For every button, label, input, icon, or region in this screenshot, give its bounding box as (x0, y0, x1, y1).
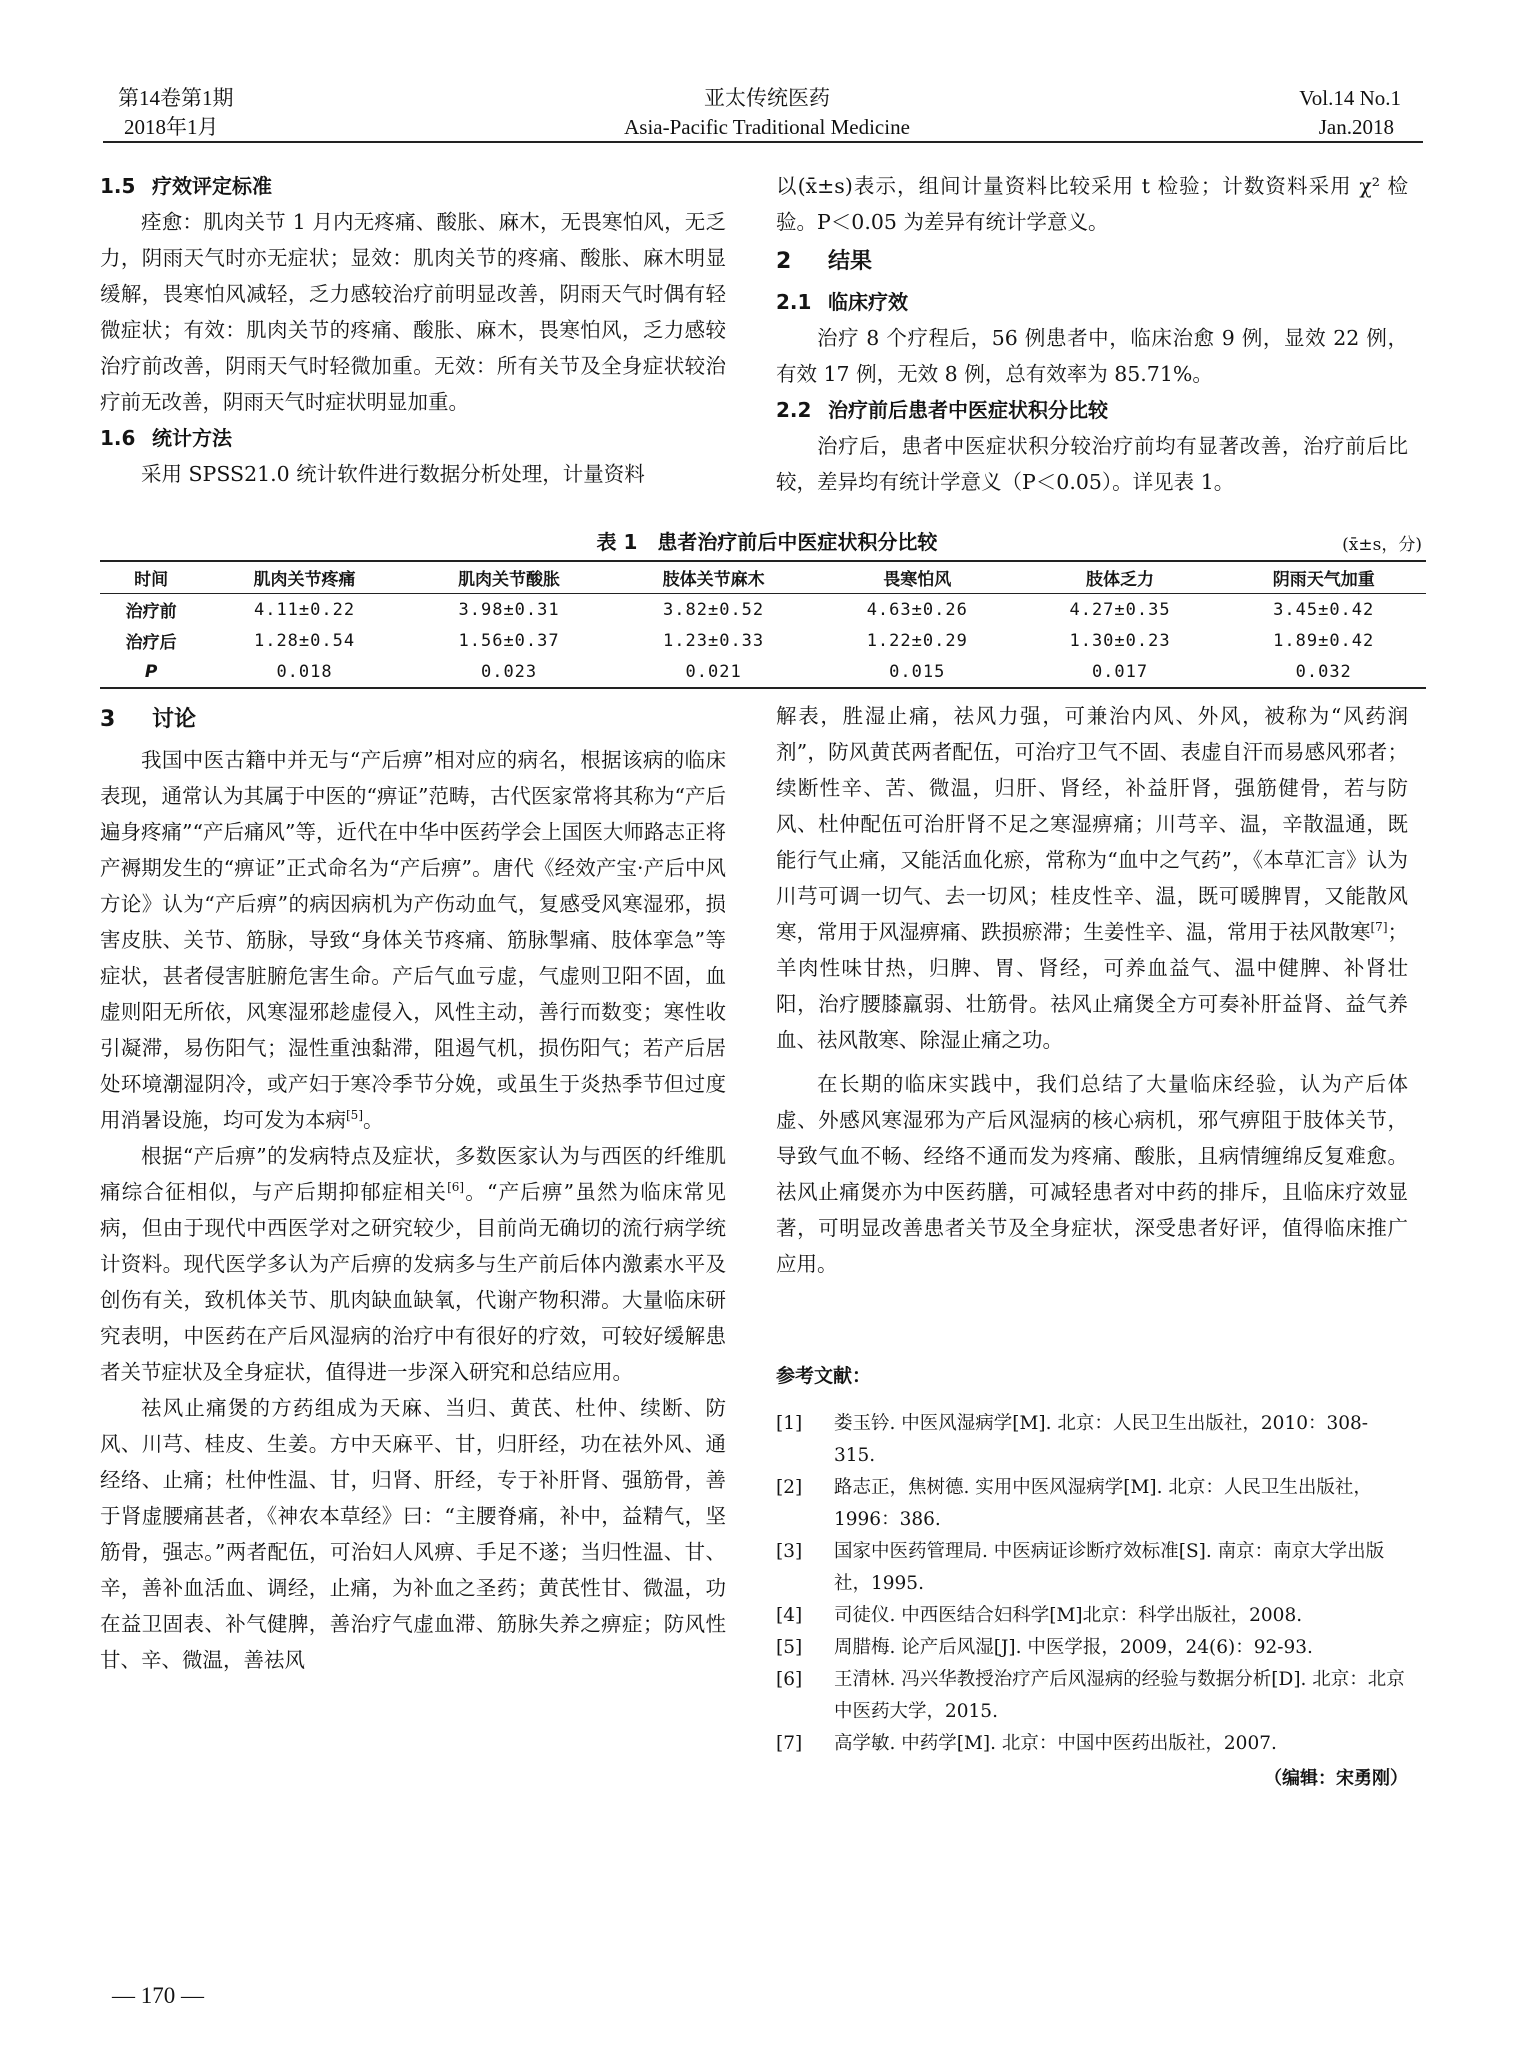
table-cell: 3.82±0.52 (663, 599, 765, 620)
reference-item: [2] 路志正，焦树德. 实用中医风湿病学[M]. 北京：人民卫生出版社，1996：386. (776, 1477, 1372, 1530)
header-volume: 第14卷第1期 (118, 86, 234, 110)
table-row (100, 656, 1426, 688)
paragraph-score-comparison: 治疗后，患者中医症状积分较治疗前均有显著改善，治疗前后比较，差异均有统计学意义（P＜0.05）。详见表 1。 (776, 434, 1408, 494)
section-heading-1-6: 1.6 统计方法 (100, 426, 232, 450)
table-cell: 4.63±0.26 (866, 599, 968, 620)
paragraph-discussion-3: 祛风止痛煲的方药组成为天麻、当归、黄芪、杜仲、续断、防风、川芎、桂皮、生姜。方中天麻平、甘，归肝经，功在祛外风、通经络、止痛；杜仲性温、甘，归肾、肝经，专于补肝肾、强筋骨，善于肾虚腰痛甚者，《神农本草经》曰：“主腰脊痛，补中，益精气，坚筋骨，强志。”两者配伍，可治妇人风痹、手足不遂；当归性温、甘、辛，善补血活血、调经，止痛，为补血之圣药；黄芪性甘、微温，功在益卫固表、补气健脾，善治疗气虚血滞、筋脉失养之痹症；防风性甘、辛、微温，善祛风 (100, 1396, 726, 1672)
table-header-cell: 畏寒怕风 (883, 570, 952, 590)
table-header-cell: 肌肉关节酸胀 (458, 570, 561, 590)
right-column-top (776, 168, 1408, 500)
table-cell: 0.017 (1091, 661, 1149, 682)
section-heading-1-5: 1.5 疗效评定标准 (100, 174, 272, 198)
reference-item: [5] 周腊梅. 论产后风湿[J]. 中医学报，2009，24(6)：92-93. (776, 1637, 1313, 1658)
table-cell: 0.021 (685, 661, 742, 682)
table-header-cell: 时间 (134, 570, 169, 590)
reference-list (776, 1408, 1408, 1760)
table-header-cell: 肢体关节麻木 (662, 570, 765, 590)
journal-title-cn: 亚太传统医药 (704, 86, 830, 110)
header-date: 2018年1月 (124, 115, 219, 139)
reference-item: [4] 司徒仪. 中西医结合妇科学[M]北京：科学出版社，2008. (776, 1605, 1303, 1626)
header-date-en: Jan.2018 (1318, 115, 1394, 139)
section-heading-2-1: 2.1 临床疗效 (776, 290, 908, 314)
reference-item: [1] 娄玉钤. 中医风湿病学[M]. 北京：人民卫生出版社，2010：308-315. (776, 1413, 1369, 1466)
table-row (100, 594, 1426, 626)
paragraph-statistics: 采用 SPSS21.0 统计软件进行数据分析处理，计量资料 (141, 462, 645, 486)
left-column-top (100, 168, 726, 492)
table-cell: 4.27±0.35 (1069, 599, 1171, 620)
paragraph-discussion-2: 根据“产后痹”的发病特点及症状，多数医家认为与西医的纤维肌痛综合征相似，与产后期抑郁症相关[6]。“产后痹”虽然为临床常见病，但由于现代中西医学对之研究较少，目前尚无确切的流行病学统计资料。现代医学多认为产后痹的发病多与生产前后体内激素水平及创伤有关，致机体关节、肌肉缺血缺氧，代谢产物积滞。大量临床研究表明，中医药在产后风湿病的治疗中有很好的疗效，可较好缓解患者关节症状及全身症状，值得进一步深入研究和总结应用。 (100, 1144, 727, 1384)
table-cell: 1.22±0.29 (866, 630, 968, 651)
header-volume-en: Vol.14 No.1 (1299, 86, 1401, 110)
table-cell: 1.23±0.33 (663, 630, 765, 651)
journal-title-en: Asia-Pacific Traditional Medicine (624, 115, 910, 139)
table-cell: 3.45±0.42 (1273, 599, 1375, 620)
table-cell: 1.89±0.42 (1273, 630, 1375, 651)
paragraph-criteria: 痊愈：肌肉关节 1 月内无疼痛、酸胀、麻木，无畏寒怕风，无乏力，阴雨天气时亦无症状；显效：肌肉关节的疼痛、酸胀、麻木明显缓解，畏寒怕风减轻，乏力感较治疗前明显改善，阴雨天气时偶有轻微症状；有效：肌肉关节的疼痛、酸胀、麻木，畏寒怕风，乏力感较治疗前改善，阴雨天气时轻微加重。无效：所有关节及全身症状较治疗前无改善，阴雨天气时症状明显加重。 (100, 210, 726, 414)
reference-item: [7] 高学敏. 中药学[M]. 北京：中国中医药出版社，2007. (776, 1733, 1277, 1754)
right-column-discussion (776, 698, 1408, 1282)
table-unit: (x̄±s，分) (1342, 535, 1422, 555)
table-cell: 3.98±0.31 (458, 599, 560, 620)
table-header-cell: 阴雨天气加重 (1272, 570, 1375, 590)
table-header-cell: 肢体乏力 (1086, 570, 1155, 590)
citation: [7] (1370, 920, 1388, 935)
references-title: 参考文献： (776, 1365, 872, 1387)
section-heading-3: 3 讨论 (100, 707, 197, 732)
table-cell: 0.023 (480, 661, 538, 682)
paragraph-discussion-4: 在长期的临床实践中，我们总结了大量临床经验，认为产后体虚、外感风寒湿邪为产后风湿病的核心病机，邪气痹阻于肢体关节，导致气血不畅、经络不通而发为疼痛、酸胀，且病情缠绵反复难愈。祛风止痛煲亦为中医药膳，可减轻患者对中药的排斥，且临床疗效显著，可明显改善患者关节及全身症状，深受患者好评，值得临床推广应用。 (776, 1072, 1408, 1276)
page-number: — 170 — (112, 1983, 204, 2008)
symptom-score-table (100, 560, 1426, 689)
table-cell: 0.015 (889, 661, 946, 682)
table-cell: 1.56±0.37 (458, 630, 560, 651)
paragraph-discussion-1: 我国中医古籍中并无与“产后痹”相对应的病名，根据该病的临床表现，通常认为其属于中医的“痹证”范畴，古代医家常将其称为“产后遍身疼痛”“产后痛风”等，近代在中华中医药学会上国医大师路志正将产褥期发生的“痹证”正式命名为“产后痹”。唐代《经效产宝·产后中风方论》认为“产后痹”的病因病机为产伤动血气，复感受风寒湿邪，损害皮肤、关节、筋脉，导致“身体关节疼痛、筋脉掣痛、肢体挛急”等症状，甚者侵害脏腑危害生命。产后气血亏虚，气虚则卫阳不固，血虚则阳无所依，风寒湿邪趁虚侵入，风性主动，善行而数变；寒性收引凝滞，易伤阳气；湿性重浊黏滞，阻遏气机，损伤阳气；若产后居处环境潮湿阴冷，或产妇于寒冷季节分娩，或虽生于炎热季节但过度用消暑设施，均可发为本病[5]。 (100, 748, 726, 1132)
table-row (100, 625, 1426, 656)
reference-item: [6] 王清林. 冯兴华教授治疗产后风湿病的经验与数据分析[D]. 北京：北京中医药大学，2015. (776, 1669, 1405, 1722)
header-rule (103, 141, 1423, 143)
section-heading-2: 2 结果 (776, 249, 873, 274)
citation: [6] (447, 1180, 465, 1195)
paragraph-discussion-3-cont: 解表，胜湿止痛，祛风力强，可兼治内风、外风，被称为“风药润剂”，防风黄芪两者配伍，可治疗卫气不固、表虚自汗而易感风邪者；续断性辛、苦、微温，归肝、肾经，补益肝肾，强筋健骨，若与防风、杜仲配伍可治肝肾不足之寒湿痹痛；川芎辛、温，辛散温通，既能行气止痛，又能活血化瘀，常称为“血中之气药”，《本草汇言》认为川芎可调一切气、去一切风；桂皮性辛、温，既可暖脾胃，又能散风寒，常用于风湿痹痛、跌损瘀滞；生姜性辛、温，常用于祛风散寒[7]；羊肉性味甘热，归脾、胃、肾经，可养血益气、温中健脾、补肾壮阳，治疗腰膝羸弱、壮筋骨。祛风止痛煲全方可奏补肝益肾、益气养血、祛风散寒、除湿止痛之功。 (776, 704, 1408, 1052)
references-section (776, 1358, 1408, 1794)
table-cell: 1.30±0.23 (1069, 630, 1171, 651)
paragraph-statistics-cont: 以(x̄±s)表示，组间计量资料比较采用 t 检验；计数资料采用 χ² 检验。P＜0.05 为差异有统计学意义。 (776, 174, 1408, 234)
table-cell: 4.11±0.22 (253, 599, 356, 620)
table-cell: 0.018 (276, 661, 333, 682)
left-column-discussion (100, 698, 726, 1678)
table-row-label: P (144, 661, 158, 682)
table-caption: 表 1 患者治疗前后中医症状积分比较 (596, 530, 938, 554)
table-cell: 1.28±0.54 (253, 630, 356, 651)
editor-note: （编辑：宋勇刚） (1264, 1768, 1408, 1789)
paragraph-efficacy: 治疗 8 个疗程后，56 例患者中，临床治愈 9 例，显效 22 例，有效 17 例，无效 8 例，总有效率为 85.71%。 (776, 326, 1408, 386)
table-cell: 0.032 (1295, 661, 1352, 682)
reference-item: [3] 国家中医药管理局. 中医病证诊断疗效标准[S]. 南京：南京大学出版社，1995. (776, 1541, 1385, 1594)
table-header-row (100, 561, 1426, 594)
section-heading-2-2: 2.2 治疗前后患者中医症状积分比较 (776, 398, 1108, 422)
citation: [5] (346, 1108, 363, 1123)
table-row-label: 治疗后 (125, 633, 177, 653)
table-header-cell: 肌肉关节疼痛 (253, 570, 356, 590)
table-row-label: 治疗前 (125, 602, 177, 622)
